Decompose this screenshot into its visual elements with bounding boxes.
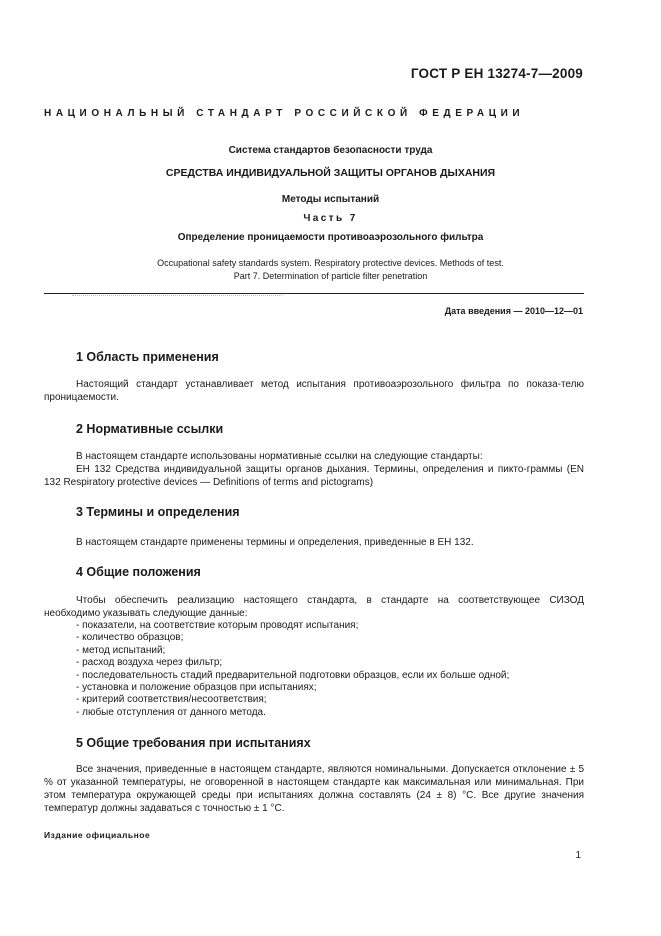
list-item: - метод испытаний; [76,644,166,656]
national-standard-banner: НАЦИОНАЛЬНЫЙ СТАНДАРТ РОССИЙСКОЙ ФЕДЕРАЦИИ [44,108,525,119]
list-item: - последовательность стадий предварительной подготовки образцов, если их больше одной; [76,669,510,681]
section-2-reference: ЕН 132 Средства индивидуальной защиты органов дыхания. Термины, определения и пикто-граммы (EN 132 Respiratory protective devices — Definitions of terms and pictograms) [44,464,584,488]
section-3-heading: 3 Термины и определения [76,505,240,519]
section-3-text: В настоящем стандарте применены термины и определения, приведенные в ЕН 132. [76,537,474,548]
subtitle: Определение проницаемости противоаэрозольного фильтра [177,232,484,243]
list-item: - любые отступления от данного метода. [76,706,266,718]
document-code: ГОСТ Р ЕН 13274-7—2009 [410,66,583,81]
section-5-text: Все значения, приведенные в настоящем стандарте, являются номинальными. Допускается отклонение ± 5 % от указанной температуры, не оговоренной в настоящем стандарте как максимальная или минимальная. При этом температура окружающей среды при испытаниях должна составлять (24 ± 8) °С. Все другие значения температур должны задаваться с точностью ± 1 °С. [44,764,584,814]
system-title: Система стандартов безопасности труда [228,145,433,156]
scan-artifact [72,295,282,296]
section-2-intro: В настоящем стандарте использованы нормативные ссылки на следующие стандарты: [76,451,483,462]
section-1-heading: 1 Область применения [76,350,219,364]
list-item: - количество образцов; [76,632,184,644]
effective-date: Дата введения — 2010—12—01 [444,306,583,316]
list-item: - расход воздуха через фильтр; [76,657,223,669]
official-edition-label: Издание официальное [44,830,151,840]
section-2-heading: 2 Нормативные ссылки [76,422,224,436]
list-item: - установка и положение образцов при испытаниях; [76,682,317,694]
section-1-text: Настоящий стандарт устанавливает метод испытания противоаэрозольного фильтра по показа-телю проницаемости. [44,379,584,403]
section-5-heading: 5 Общие требования при испытаниях [76,736,311,750]
section-4-list [76,620,584,719]
list-item: - критерий соответствия/несоответствия; [76,694,267,706]
list-item: - показатели, на соответствие которым проводят испытания; [76,620,359,631]
page-number: 1 [575,850,581,861]
section-4-intro: Чтобы обеспечить реализацию настоящего стандарта, в стандарте на соответствующее СИЗОД необходимо указывать следующие данные: [44,595,584,619]
english-title-line1: Occupational safety standards system. Respiratory protective devices. Methods of test. [157,258,504,268]
part-title: Часть 7 [303,213,358,224]
title-divider [44,293,584,294]
english-title-line2: Part 7. Determination of particle filter penetration [233,271,428,281]
section-4-heading: 4 Общие положения [76,565,201,579]
methods-title: Методы испытаний [281,194,380,205]
main-title: СРЕДСТВА ИНДИВИДУАЛЬНОЙ ЗАЩИТЫ ОРГАНОВ ДЫХАНИЯ [165,167,496,179]
